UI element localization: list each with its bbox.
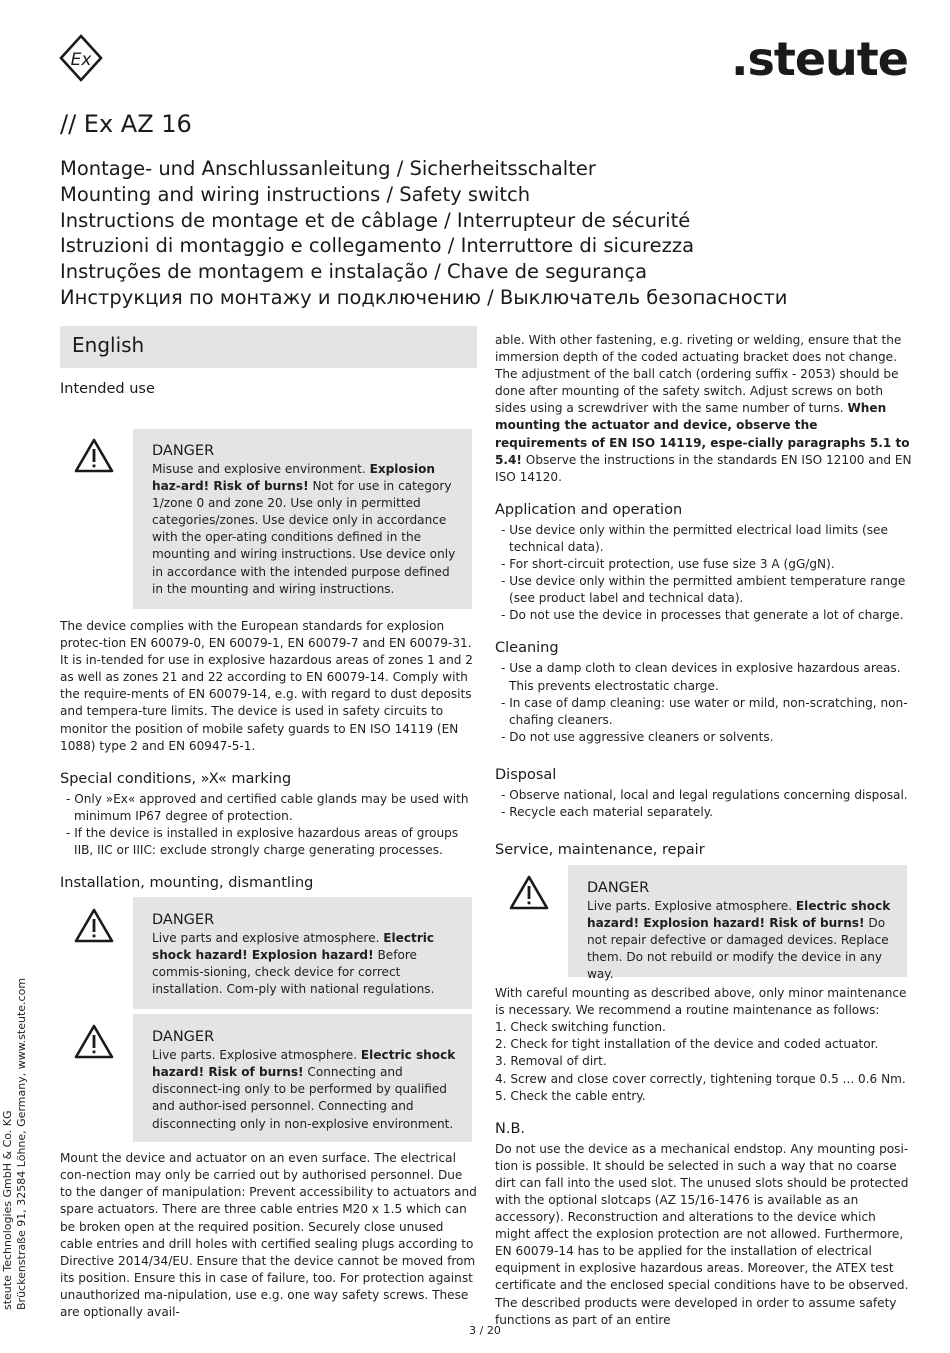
- list-item: 2. Check for tight installation of the device and coded actuator.: [495, 1037, 879, 1052]
- danger-title: DANGER: [152, 1029, 215, 1046]
- intended-use-paragraph: The device complies with the European standards for explosion protec-tion EN 60079-0, EN 60079-1, EN 60079-7 and EN 60079-31. It is in-tended for use in explosive hazardous areas of zones 1 and 2 as well as zones 21 and 22 according to EN 60079-14. Comply with the require-ments of EN 60079-14, e.g. with regard to dust deposits and tempera-ture limits. The device is used in safety circuits to monitor the position of mobile safety guards to EN ISO 14119 (EN 1088) type 2 and EN 60947-5-1.: [60, 619, 473, 753]
- disposal-list: [495, 787, 912, 821]
- subtitle-pt: Instruções de montagem e instalação / Chave de segurança: [60, 260, 648, 284]
- danger-text: Live parts. Explosive atmosphere. Electric shock hazard! Risk of burns! Connecting and disconnect-ing only to be performed by qualified and author-ised personnel. Connecting and disconnecting only in non-explosive environment.: [152, 1048, 456, 1131]
- language-banner: [60, 326, 477, 368]
- list-item: - In case of damp cleaning: use water or mild, non-scratching, non-chafing cleaners.: [501, 695, 908, 727]
- subtitle-de: Montage- und Anschlussanleitung / Sicherheitsschalter: [60, 157, 596, 180]
- list-item: - Recycle each material separately.: [501, 804, 713, 819]
- danger-title: DANGER: [152, 912, 215, 929]
- list-item: - Do not use the device in processes that generate a lot of charge.: [501, 608, 904, 623]
- danger-text: Live parts. Explosive atmosphere. Electric shock hazard! Explosion hazard! Risk of burns! Do not repair defective or damaged devices. Replace them. Do not rebuild or modify the device in any way.: [587, 899, 891, 982]
- language-label: English: [72, 333, 145, 357]
- brand-logo: .steute: [731, 32, 908, 86]
- nb-heading: N.B.: [495, 1120, 526, 1137]
- danger-title: DANGER: [152, 443, 215, 459]
- list-item: - Use device only within the permitted ambient temperature range (see product label and technical data).: [501, 574, 906, 606]
- list-item: 3. Removal of dirt.: [495, 1054, 607, 1069]
- disposal-heading: Disposal: [495, 766, 557, 783]
- list-item: 1. Check switching function.: [495, 1020, 666, 1035]
- company-address: [1, 978, 29, 1310]
- warning-triangle-icon: [509, 875, 549, 911]
- service-heading: Service, maintenance, repair: [495, 842, 705, 859]
- list-item: - Only »Ex« approved and certified cable glands may be used with minimum IP67 degree of protection.: [66, 791, 469, 823]
- special-conditions-heading: Special conditions, »X« marking: [60, 770, 292, 787]
- danger-text: Misuse and explosive environment. Explosion haz-ard! Risk of burns! Not for use in category 1/zone 0 and zone 20. Use only in permitted categories/zones. Use device only in accordance with the oper-ating conditions defined in the mounting and wiring instructions. Use device only in accordance with the intended purpose defined in the mounting and wiring instructions.: [152, 462, 456, 596]
- company-name: steute Technologies GmbH & Co. KG: [1, 1110, 14, 1310]
- page-title: // Ex AZ 16: [60, 110, 192, 138]
- subtitle-ru: Инструкция по монтажу и подключению / Выключатель безопасности: [60, 285, 788, 309]
- list-item: - Do not use aggressive cleaners or solvents.: [501, 729, 774, 744]
- subtitle-fr: Instructions de montage et de câblage / Interrupteur de sécurité: [60, 208, 691, 232]
- ex-logo-icon: [58, 34, 104, 82]
- warning-triangle-icon: [74, 438, 114, 474]
- page-number: 3 / 20: [469, 1324, 501, 1337]
- installation-continuation: able. With other fastening, e.g. riveting or welding, ensure that the immersion depth of the coded actuating bracket does not change. The adjustment of the ball catch (ordering suffix - 2053) should be done after mounting of the safety switch. Adjust screws on both sides using a screwdriver with the same number of turns. When mounting the actuator and device, observe the requirements of EN ISO 14119, espe-cially paragraphs 5.1 to 5.4! Observe the instructions in the standards EN ISO 12100 and EN ISO 14120.: [495, 333, 912, 484]
- subtitle-list: [60, 156, 787, 311]
- subtitle-it: Istruzioni di montaggio e collegamento / Interruttore di sicurezza: [60, 234, 695, 258]
- cleaning-list: [495, 660, 912, 745]
- warning-triangle-icon: [74, 1024, 114, 1060]
- installation-paragraph: Mount the device and actuator on an even surface. The electrical con-nection may only be carried out by authorised personnel. Due to the danger of manipulation: Prevent accessibility to actuators and spare actuators. There are three cable entries M20 x 1.5 which can be broken open at the required position. Securely close unused cable entries and drill holes with certified sealing plugs according to Directive 2014/34/EU. Ensure that the device cannot be moved from its position. Ensure this in case of failure, too. For protection against unauthorized ma-nipulation, use e.g. one way safety screws. These are optionally avail-: [60, 1151, 477, 1319]
- warning-triangle-icon: [74, 908, 114, 944]
- right-column: [495, 332, 912, 1329]
- cleaning-heading: Cleaning: [495, 640, 559, 657]
- installation-heading: Installation, mounting, dismantling: [60, 875, 314, 892]
- list-item: 5. Check the cable entry.: [495, 1088, 646, 1103]
- service-intro: With careful mounting as described above, only minor maintenance is necessary. We recommend a routine maintenance as follows:: [495, 986, 907, 1018]
- list-item: 4. Screw and close cover correctly, tightening torque 0.5 ... 0.6 Nm.: [495, 1071, 906, 1086]
- list-item: - If the device is installed in explosive hazardous areas of groups IIB, IIC or IIIC: exclude strongly charge generating processes.: [66, 825, 459, 858]
- svg-text:Ex: Ex: [70, 50, 92, 70]
- list-item: - Use a damp cloth to clean devices in explosive hazardous areas. This prevents electrostatic charge.: [501, 661, 901, 693]
- intended-use-heading: Intended use: [60, 381, 155, 397]
- maintenance-steps: [495, 1019, 912, 1104]
- application-heading: Application and operation: [495, 501, 683, 518]
- application-list: [495, 522, 912, 625]
- list-item: - For short-circuit protection, use fuse size 3 A (gG/gN).: [501, 557, 835, 572]
- left-column: [60, 380, 477, 1321]
- list-item: - Observe national, local and legal regulations concerning disposal.: [501, 787, 908, 802]
- company-contact: Brückenstraße 91, 32584 Löhne, Germany, www.steute.com: [15, 977, 28, 1310]
- subtitle-en: Mounting and wiring instructions / Safety switch: [60, 182, 531, 206]
- special-conditions-list: [60, 791, 477, 859]
- list-item: - Use device only within the permitted electrical load limits (see technical data).: [501, 522, 888, 554]
- danger-title: DANGER: [587, 880, 650, 897]
- nb-paragraph: Do not use the device as a mechanical endstop. Any mounting posi-tion is possible. It should be selected in such a way that no coarse dirt can fall into the used slot. The unused slots should be protected with the optional slotcaps (AZ 15/16-1476 is available as an accessory). Reconstruction and alterations to the device which might affect the explosion protection are not allowed. Furthermore, EN 60079-14 has to be applied for the installation of electrical equipment in explosive hazardous areas. Moreover, the ATEX test certificate and the enclosed special conditions have to be observed. The described products were developed in order to assume safety functions as part of an entire: [495, 1141, 909, 1327]
- danger-text: Live parts and explosive atmosphere. Electric shock hazard! Explosion hazard! Before commis-sioning, check device for correct installation. Com-ply with national regulations.: [152, 931, 435, 997]
